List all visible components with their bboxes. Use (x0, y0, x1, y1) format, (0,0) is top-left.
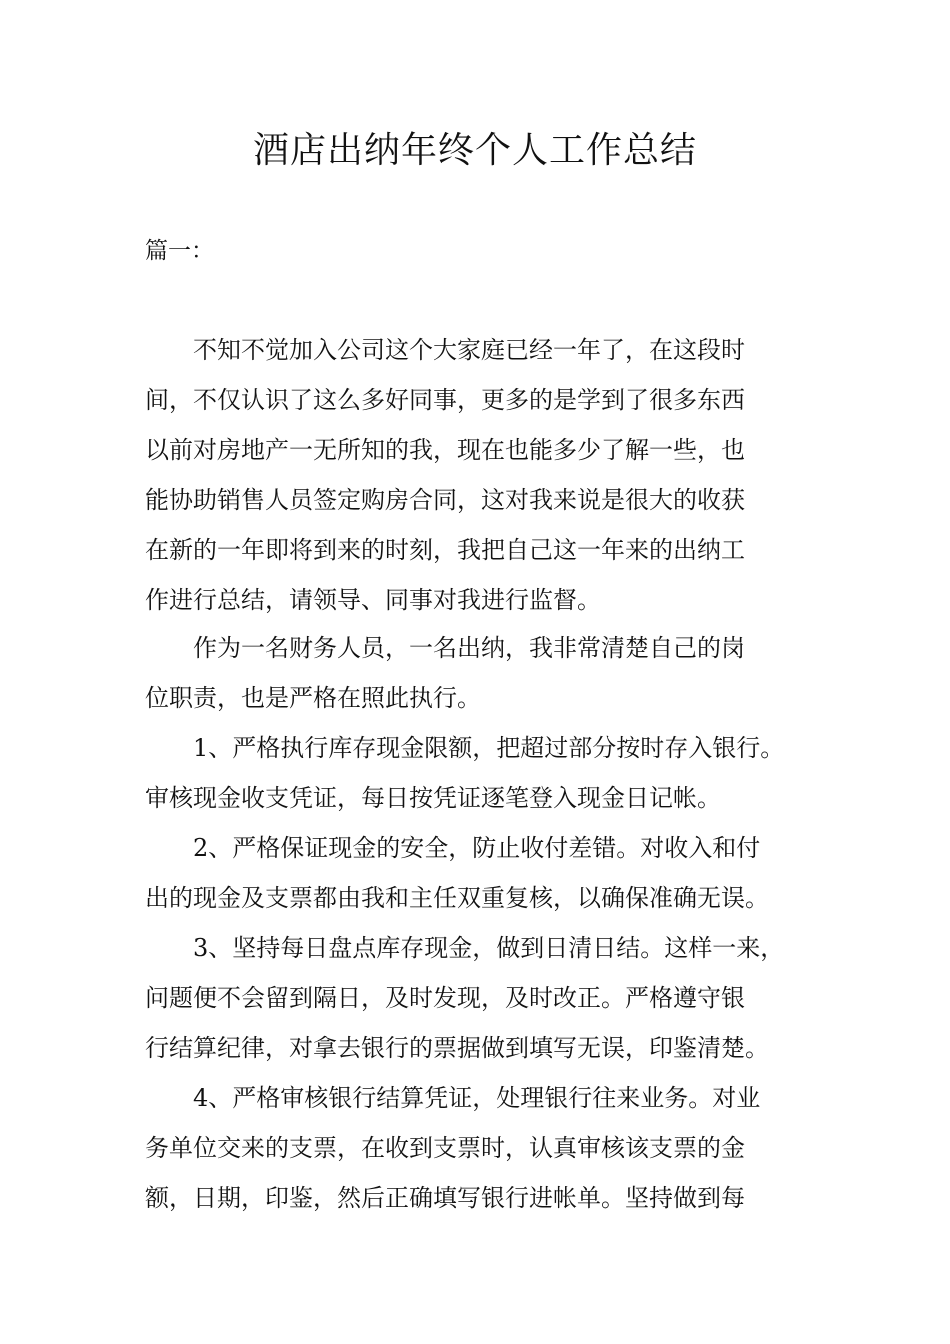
text-line: 间，不仅认识了这么多好同事，更多的是学到了很多东西 (145, 386, 745, 414)
text-line: 审核现金收支凭证，每日按凭证逐笔登入现金日记帐。 (145, 784, 721, 812)
text-line: 作为一名财务人员，一名出纳，我非常清楚自己的岗 (145, 634, 745, 662)
text-line: 出的现金及支票都由我和主任双重复核，以确保准确无误。 (145, 884, 769, 912)
text-line: 能协助销售人员签定购房合同，这对我来说是很大的收获 (145, 486, 745, 514)
text-line: 2、严格保证现金的安全，防止收付差错。对收入和付 (145, 834, 761, 862)
text-line: 4、严格审核银行结算凭证，处理银行往来业务。对业 (145, 1084, 761, 1112)
text-line: 务单位交来的支票，在收到支票时，认真审核该支票的金 (145, 1134, 745, 1162)
text-line: 在新的一年即将到来的时刻，我把自己这一年来的出纳工 (145, 536, 745, 564)
text-line: 3、坚持每日盘点库存现金，做到日清日结。这样一来， (145, 934, 785, 962)
text-line: 不知不觉加入公司这个大家庭已经一年了，在这段时 (145, 336, 745, 364)
document-title: 酒店出纳年终个人工作总结 (252, 130, 697, 171)
section-label: 篇一： (145, 238, 214, 264)
text-line: 位职责，也是严格在照此执行。 (145, 684, 481, 712)
text-line: 问题便不会留到隔日，及时发现，及时改正。严格遵守银 (145, 984, 745, 1012)
text-line: 以前对房地产一无所知的我，现在也能多少了解一些，也 (145, 436, 745, 464)
text-line: 1、严格执行库存现金限额，把超过部分按时存入银行。 (145, 734, 785, 762)
text-line: 额，日期，印鉴，然后正确填写银行进帐单。坚持做到每 (145, 1184, 745, 1212)
text-line: 作进行总结，请领导、同事对我进行监督。 (145, 586, 601, 614)
text-line: 行结算纪律，对拿去银行的票据做到填写无误，印鉴清楚。 (145, 1034, 769, 1062)
